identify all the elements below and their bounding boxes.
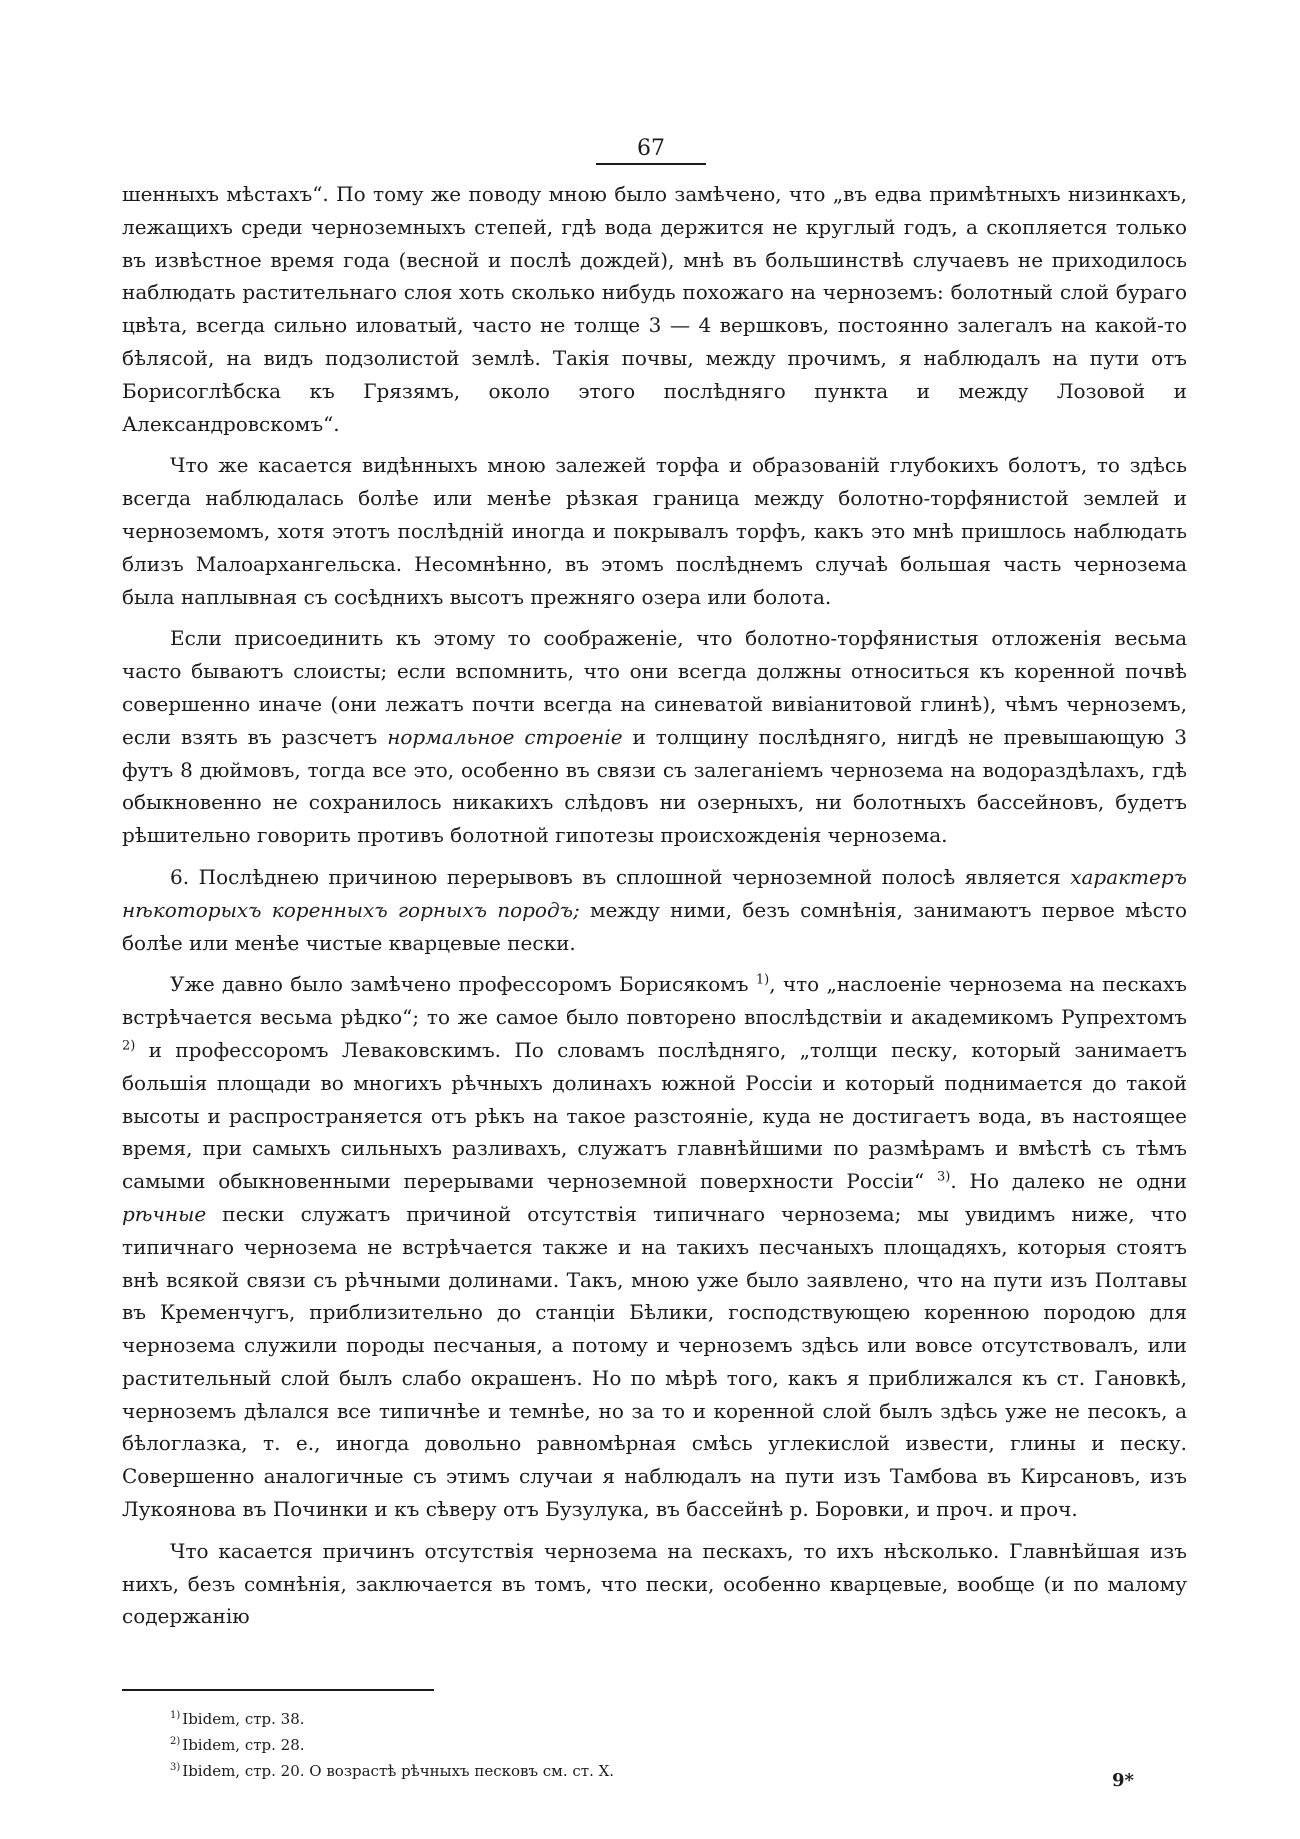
footnote-text: Ibidem, стр. 20. О возрастѣ рѣчныхъ песковъ см. ст. X.	[182, 1762, 615, 1780]
paragraph-3-text-b: и толщину послѣдняго, нигдѣ не превышающую 3 футъ 8 дюймовъ, тогда все это, особенно въ связи съ залеганіемъ чернозема на водораздѣлахъ, гдѣ обыкновенно не сохранилось никакихъ слѣдовъ ни озерныхъ, ни болотныхъ бассейновъ, будетъ рѣшительно говорить противъ болотной гипотезы происхожденія чернозема.	[122, 724, 1187, 848]
paragraph-5-text-c: и профессоромъ Леваковскимъ. По словамъ послѣдняго, „толщи песку, который занимаетъ большія площади во многихъ рѣчныхъ долинахъ южной Россіи и который поднимается до такой высоты и распространяется отъ рѣкъ на такое разстояніе, куда не достигаетъ вода, въ настоящее время, при самыхъ сильныхъ разливахъ, служатъ главнѣйшими по размѣрамъ и вмѣстѣ съ тѣмъ самыми обыкновенными перерывами черноземной поверхности Россіи“	[122, 1037, 1187, 1194]
footnote-text: Ibidem, стр. 38.	[182, 1710, 305, 1728]
footnote-3	[170, 1758, 1070, 1784]
body-text	[122, 178, 1187, 1633]
footnotes	[170, 1706, 1070, 1784]
footnote-ref-2: 2)	[122, 1038, 136, 1054]
signature-mark: 9*	[1112, 1770, 1134, 1791]
page-number: 67	[637, 136, 665, 161]
paragraph-4-text-b: между ними, безъ сомнѣнія, занимаютъ первое мѣсто болѣе или менѣе чистые кварцевые пески.	[122, 897, 1187, 955]
paragraph-4-text-a: 6. Послѣднею причиною перерывовъ въ сплошной черноземной полосѣ является	[170, 864, 1071, 889]
paragraph-1: шенныхъ мѣстахъ“. По тому же поводу мною было замѣчено, что „въ едва примѣтныхъ низинкахъ, лежащихъ среди черноземныхъ степей, гдѣ вода держится не круглый годъ, а скопляется только въ извѣстное время года (весной и послѣ дождей), мнѣ въ большинствѣ случаевъ не приходилось наблюдать растительнаго слоя хоть сколько нибудь похожаго на черноземъ: болотный слой бураго цвѣта, всегда сильно иловатый, часто не толще 3 — 4 вершковъ, постоянно залегалъ на какой-то бѣлясой, на видъ подзолистой землѣ. Такія почвы, между прочимъ, я наблюдалъ на пути отъ Борисоглѣбска къ Грязямъ, около этого послѣдняго пункта и между Лозовой и Александровскомъ“.	[122, 182, 1187, 436]
footnote-mark: 1)	[170, 1710, 181, 1721]
paragraph-5-italic: рѣчные	[122, 1201, 207, 1226]
footnote-ref-3: 3)	[937, 1169, 951, 1185]
paragraph-5-text-e: пески служатъ причиной отсутствія типичнаго чернозема; мы увидимъ ниже, что типичнаго чернозема не встрѣчается также и на такихъ песчаныхъ площадяхъ, которыя стоятъ внѣ всякой связи съ рѣчными долинами. Такъ, мною уже было заявлено, что на пути изъ Полтавы въ Кременчугъ, приблизительно до станціи Бѣлики, господствующею коренною породою для чернозема служили породы песчаныя, а потому и черноземъ здѣсь или вовсе отсутствовалъ, или растительный слой былъ слабо окрашенъ. Но по мѣрѣ того, какъ я приближался къ ст. Гановкѣ, черноземъ дѣлался все типичнѣе и темнѣе, но за то и коренной слой былъ здѣсь уже не песокъ, а бѣлоглазка, т. е., иногда довольно равномѣрная смѣсь углекислой извести, глины и песку. Совершенно аналогичные съ этимъ случаи я наблюдалъ на пути изъ Тамбова въ Кирсановъ, изъ Лукоянова въ Починки и къ сѣверу отъ Бузулука, въ бассейнѣ р. Боровки, и проч. и проч.	[122, 1201, 1187, 1522]
footnote-text: Ibidem, стр. 28.	[182, 1736, 305, 1754]
footnote-1	[170, 1706, 1070, 1732]
paragraph-4-italic: характеръ нѣкоторыхъ коренныхъ горныхъ породъ;	[122, 864, 1187, 922]
paragraph-5-text-a: Уже давно было замѣчено профессоромъ Борисякомъ	[170, 972, 756, 997]
footnote-ref-1: 1)	[755, 972, 770, 988]
footnote-mark: 2)	[170, 1736, 181, 1747]
footnote-rule	[122, 1689, 434, 1691]
paragraph-4	[122, 861, 1187, 959]
paragraph-3-text-a: Если присоединить къ этому то соображеніе, что болотно-торфянистыя отложенія весьма часто бываютъ слоисты; если вспомнить, что они всегда должны относиться къ коренной почвѣ совершенно иначе (они лежатъ почти всегда на синеватой вивіанитовой глинѣ), чѣмъ черноземъ, если взять въ разсчетъ	[122, 626, 1187, 749]
paragraph-5-text-b: , что „наслоеніе чернозема на пескахъ встрѣчается весьма рѣдко“; то же самое было повторено впослѣдствіи и академикомъ Рупрехтомъ	[122, 972, 1187, 1030]
paragraph-2: Что же касается видѣнныхъ мною залежей торфа и образованій глубокихъ болотъ, то здѣсь всегда наблюдалась болѣе или менѣе рѣзкая граница между болотно-торфянистой землей и черноземомъ, хотя этотъ послѣдній иногда и покрывалъ торфъ, какъ это мнѣ пришлось наблюдать близъ Малоархангельска. Несомнѣнно, въ этомъ послѣднемъ случаѣ большая часть чернозема была наплывная съ сосѣднихъ высотъ прежняго озера или болота.	[122, 453, 1187, 609]
page-number-rule	[596, 163, 706, 165]
paragraph-5-text-d: . Но далеко не одни	[950, 1169, 1187, 1194]
paragraph-3	[122, 622, 1187, 852]
paragraph-3-italic: нормальное строеніе	[387, 724, 623, 749]
paragraph-5	[122, 968, 1187, 1526]
paragraph-6: Что касается причинъ отсутствія чернозема на пескахъ, то ихъ нѣсколько. Главнѣйшая изъ нихъ, безъ сомнѣнія, заключается въ томъ, что пески, особенно кварцевые, вообще (и по малому содержанію	[122, 1538, 1187, 1629]
footnote-mark: 3)	[170, 1762, 181, 1773]
footnote-2	[170, 1732, 1070, 1758]
